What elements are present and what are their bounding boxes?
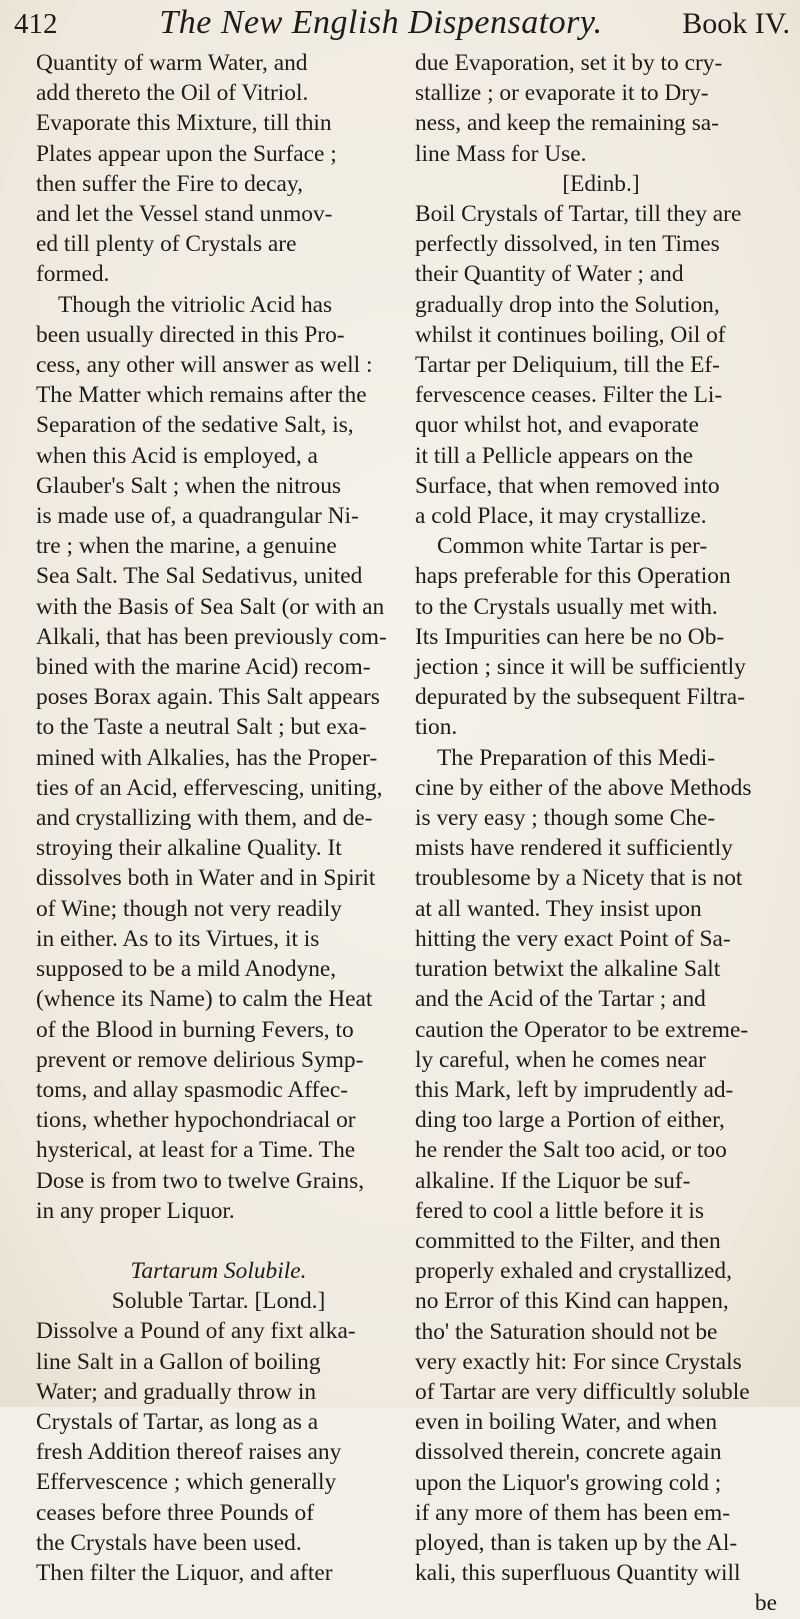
text-line: to the Crystals usually met with. [415,593,718,620]
text-line: mined with Alkalies, has the Proper- [36,744,378,771]
text-line: ties of an Acid, effervescing, uniting, [36,774,383,801]
left-text-block [36,48,401,1226]
text-line: Alkali, that has been previously com- [36,623,387,650]
text-line: Its Impurities can here be no Ob- [415,623,725,650]
text-line: mists have rendered it sufficiently [415,835,733,862]
text-line: in any proper Liquor. [36,1197,235,1224]
text-line: ness, and keep the remaining sa- [415,110,719,137]
text-line: Glauber's Salt ; when the nitrous [36,472,341,499]
right-text-block-2 [415,199,787,1588]
text-line: fered to cool a little before it is [415,1197,705,1224]
text-line: tions, whether hypochondriacal or [36,1107,356,1134]
text-line: the Crystals have been used. [36,1529,302,1556]
running-title: The New English Dispensatory. [159,4,603,41]
text-line: (whence its Name) to calm the Heat [36,986,373,1013]
text-line: when this Acid is employed, a [36,442,318,469]
text-line: been usually directed in this Pro- [36,321,345,348]
text-line: is very easy ; though some Che- [415,805,716,832]
text-line: of the Blood in burning Fevers, to [36,1016,354,1043]
text-line: bined with the marine Acid) recom- [36,654,371,681]
text-line: line Mass for Use. [415,140,587,167]
text-line: supposed to be a mild Anodyne, [36,956,337,983]
text-line: ding too large a Portion of either, [415,1107,725,1134]
text-line: Evaporate this Mixture, till thin [36,110,332,137]
text-line: fresh Addition thereof raises any [36,1439,342,1466]
text-line: stallize ; or evaporate it to Dry- [415,80,709,107]
text-line: tion. [415,714,458,741]
text-line: it till a Pellicle appears on the [415,442,694,469]
book-number: Book IV. [682,7,790,40]
text-line: dissolved therein, concrete again [415,1439,722,1466]
text-line: and the Acid of the Tartar ; and [415,986,706,1013]
text-line: Effervescence ; which generally [36,1469,337,1496]
text-line: Though the vitriolic Acid has [58,291,333,318]
text-line: dissolves both in Water and in Spirit [36,865,376,892]
text-line: Then filter the Liquor, and after [36,1559,333,1586]
text-line: The Matter which remains after the [36,382,367,409]
text-line: Surface, that when removed into [415,472,720,499]
text-line: and let the Vessel stand unmov- [36,201,333,228]
text-line: stroying their alkaline Quality. It [36,835,342,862]
text-line: due Evaporation, set it by to cry- [415,50,723,76]
text-line: then suffer the Fire to decay, [36,170,303,197]
text-line: perfectly dissolved, in ten Times [415,231,720,258]
left-column [36,48,401,1588]
text-line: with the Basis of Sea Salt (or with an [36,593,385,620]
text-line: troublesome by a Nicety that is not [415,865,743,892]
text-line: kali, this superfluous Quantity will [415,1560,741,1587]
running-header [14,4,790,48]
text-line: line Salt in a Gallon of boiling [36,1348,321,1375]
text-line: of Wine; though not very readily [36,895,342,922]
text-line: at all wanted. They insist upon [415,895,702,922]
text-line: this Mark, left by imprudently ad- [415,1076,734,1103]
text-line: The Preparation of this Medi- [437,744,716,771]
text-line: gradually drop into the Solution, [415,291,720,318]
text-line: of Tartar are very difficultly soluble [415,1378,750,1405]
right-column [415,48,787,1619]
text-line: ly careful, when he comes near [415,1046,706,1073]
right-text-block [415,48,787,169]
edinburgh-reference: [Edinb.] [562,170,640,197]
left-text-block-2 [36,1316,401,1588]
text-line: add thereto the Oil of Vitriol. [36,80,309,107]
text-line: formed. [36,261,110,288]
text-line: jection ; since it will be sufficiently [415,654,746,681]
text-line: poses Borax again. This Salt appears [36,684,380,711]
text-line: Boil Crystals of Tartar, till they are [415,201,742,228]
text-line: prevent or remove delirious Symp- [36,1046,364,1073]
text-line: ceases before three Pounds of [36,1499,314,1526]
text-line: and crystallizing with them, and de- [36,805,373,832]
text-line: ed till plenty of Crystals are [36,231,297,258]
text-line: he render the Salt too acid, or too [415,1137,727,1164]
text-line: Quantity of warm Water, and [36,50,308,76]
text-line: to the Taste a neutral Salt ; but exa- [36,714,367,741]
text-line: properly exhaled and crystallized, [415,1258,732,1285]
text-line: Dose is from two to twelve Grains, [36,1167,365,1194]
text-line: if any more of them has been em- [415,1499,731,1526]
text-line: very exactly hit: For since Crystals [415,1348,742,1375]
text-line: whilst it continues boiling, Oil of [415,321,726,348]
text-line: depurated by the subsequent Filtra- [415,684,745,711]
text-line: is made use of, a quadrangular Ni- [36,503,359,530]
text-line: quor whilst hot, and evaporate [415,412,699,439]
text-line: fervescence ceases. Filter the Li- [415,382,723,409]
text-line: upon the Liquor's growing cold ; [415,1469,722,1496]
text-line: Water; and gradually throw in [36,1378,317,1405]
text-line: cine by either of the above Methods [415,774,752,801]
text-line: haps preferable for this Operation [415,563,731,590]
text-line: no Error of this Kind can happen, [415,1288,729,1315]
text-line: cess, any other will answer as well : [36,352,373,379]
text-line: hitting the very exact Point of Sa- [415,925,731,952]
text-line: Plates appear upon the Surface ; [36,140,337,167]
page-number: 412 [14,8,58,40]
text-line: alkaline. If the Liquor be suf- [415,1167,691,1194]
text-line: turation betwixt the alkaline Salt [415,956,721,983]
text-line: caution the Operator to be extreme- [415,1016,749,1043]
text-line: a cold Place, it may crystallize. [415,503,707,530]
text-line: their Quantity of Water ; and [415,261,684,288]
text-line: Separation of the sedative Salt, is, [36,412,354,439]
catchword: be [754,1590,777,1617]
text-line: tho' the Saturation should not be [415,1318,718,1345]
section-heading-english: Soluble Tartar. [Lond.] [111,1288,326,1315]
text-line: even in boiling Water, and when [415,1409,718,1436]
section-heading-latin: Tartarum Solubile. [130,1257,307,1284]
text-line: hysterical, at least for a Time. The [36,1137,356,1164]
text-line: in either. As to its Virtues, it is [36,925,320,952]
text-line: Crystals of Tartar, as long as a [36,1408,319,1435]
text-line: ployed, than is taken up by the Al- [415,1529,738,1556]
text-line: tre ; when the marine, a genuine [36,533,337,560]
text-line: Dissolve a Pound of any fixt alka- [36,1318,356,1345]
text-line: toms, and allay spasmodic Affec- [36,1076,349,1103]
text-line: Common white Tartar is per- [437,533,708,560]
text-line: Tartar per Deliquium, till the Ef- [415,352,720,379]
text-line: committed to the Filter, and then [415,1227,721,1254]
text-line: Sea Salt. The Sal Sedativus, united [36,563,363,590]
